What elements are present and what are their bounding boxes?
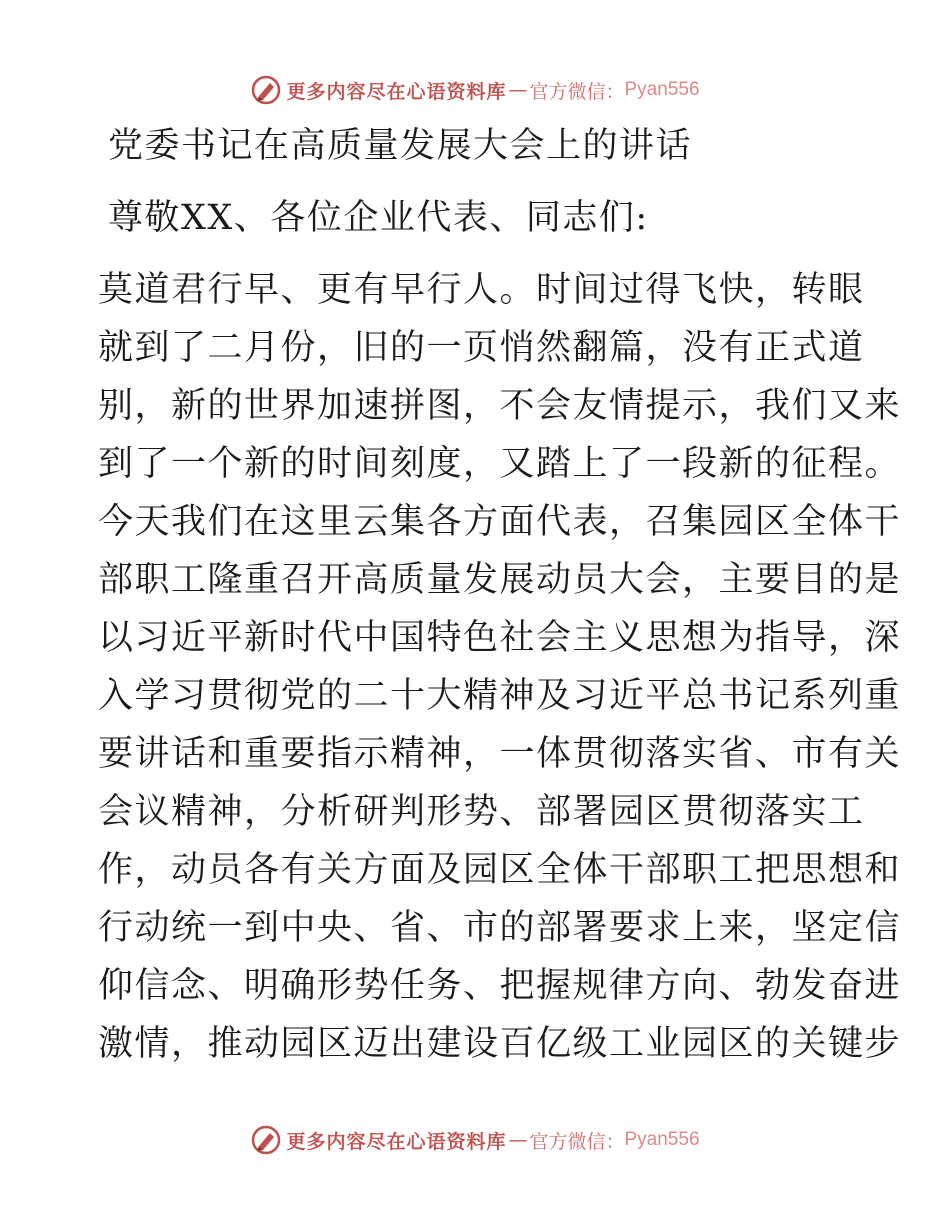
watermark-separator: —: [508, 1129, 528, 1151]
watermark-site-text: 更多内容尽在心语资料库: [286, 80, 507, 103]
body-line: 作，动员各有关方面及园区全体干部职工把思想和: [98, 850, 902, 890]
body-line: 以习近平新时代中国特色社会主义思想为指导，深: [98, 618, 902, 658]
watermark-header: [0, 70, 950, 110]
watermark-wechat-label: 官方微信：: [529, 1130, 625, 1153]
watermark-wechat-label: 官方微信：: [529, 80, 625, 103]
body-line: 部职工隆重召开高质量发展动员大会，主要目的是: [98, 560, 902, 600]
body-line: 到了一个新的时间刻度，又踏上了一段新的征程。: [98, 444, 902, 484]
watermark-separator: —: [508, 79, 528, 101]
body-line: 要讲话和重要指示精神，一体贯彻落实省、市有关: [98, 734, 902, 774]
body-line: 别，新的世界加速拼图，不会友情提示，我们又来: [98, 386, 902, 426]
watermark-wechat-id: Pyan556: [624, 1129, 700, 1150]
body-line: 今天我们在这里云集各方面代表，召集园区全体干: [98, 502, 902, 542]
body-line: 入学习贯彻党的二十大精神及习近平总书记系列重: [98, 676, 902, 716]
body-line: 激情，推动园区迈出建设百亿级工业园区的关键步: [98, 1024, 902, 1064]
watermark-site-text: 更多内容尽在心语资料库: [286, 1130, 507, 1153]
watermark-wechat-id: Pyan556: [624, 79, 700, 100]
body-line: 就到了二月份，旧的一页悄然翻篇，没有正式道: [98, 328, 865, 368]
body-line: 仰信念、明确形势任务、把握规律方向、勃发奋进: [98, 966, 902, 1006]
body-line: 莫道君行早、更有早行人。时间过得飞快，转眼: [98, 270, 865, 310]
pen-logo-icon: [250, 74, 282, 106]
salutation: 尊敬XX、各位企业代表、同志们:: [108, 198, 649, 238]
watermark-footer: [0, 1120, 950, 1160]
body-line: 会议精神，分析研判形势、部署园区贯彻落实工: [98, 792, 865, 832]
pen-logo-icon: [250, 1124, 282, 1156]
document-title: 党委书记在高质量发展大会上的讲话: [108, 126, 693, 166]
body-line: 行动统一到中央、省、市的部署要求上来，坚定信: [98, 908, 902, 948]
